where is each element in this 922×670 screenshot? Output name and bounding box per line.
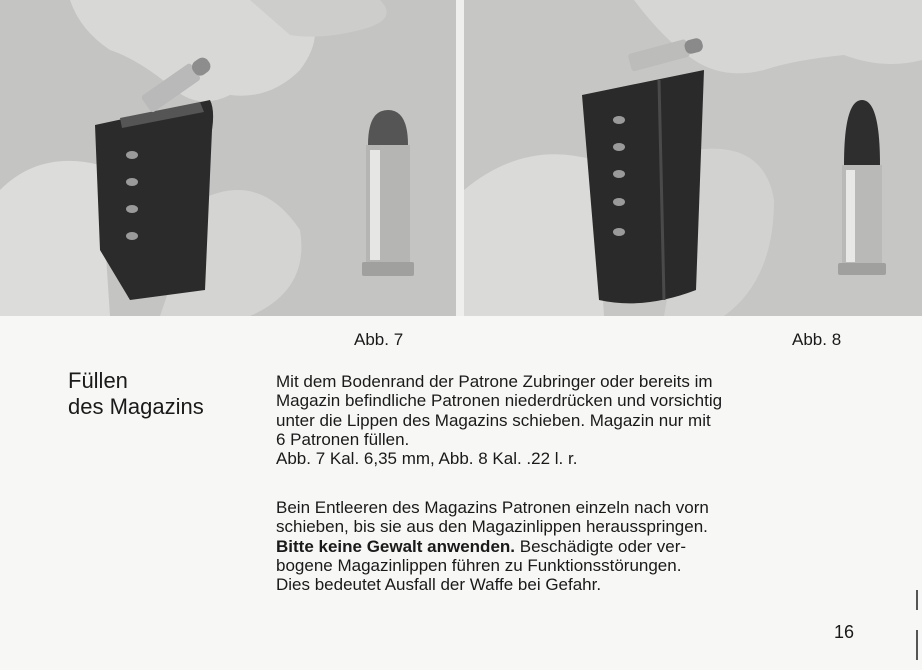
heading-line-1: Füllen — [68, 368, 128, 393]
paragraph-line: Mit dem Bodenrand der Patrone Zubringer oder bereits im — [276, 372, 713, 391]
figure-7-photo — [0, 0, 456, 316]
paragraph-line: Bein Entleeren des Magazins Patronen einzeln nach vorn — [276, 498, 709, 517]
figure-8-photo — [464, 0, 922, 316]
cartridge-6-35mm — [362, 110, 414, 276]
paragraph-line: Dies bedeutet Ausfall der Waffe bei Gefahr. — [276, 575, 602, 595]
paragraph-line: Magazin befindliche Patronen niederdrücken und vorsichtig — [276, 391, 723, 411]
paragraph-line: schieben, bis sie aus den Magazinlippen herausspringen. — [276, 517, 708, 537]
edge-mark — [916, 590, 918, 610]
magazine — [95, 100, 213, 300]
warning-text: Bitte keine Gewalt anwenden. — [276, 536, 516, 556]
paragraph-text: Beschädigte oder ver- — [515, 536, 687, 556]
paragraph-filling — [276, 372, 876, 468]
lower-hand — [464, 154, 604, 316]
paragraph-line: bogene Magazinlippen führen zu Funktionsstörungen. — [276, 555, 682, 575]
paragraph-emptying — [276, 498, 876, 594]
paragraph-line: 6 Patronen füllen. — [276, 429, 410, 449]
heading-line-2: des Magazins — [68, 394, 204, 419]
page-number: 16 — [834, 622, 855, 642]
paragraph-line: Abb. 7 Kal. 6,35 mm, Abb. 8 Kal. .22 l. r. — [276, 449, 578, 469]
figure-7-caption: Abb. 7 — [354, 330, 404, 349]
lower-hand — [0, 161, 110, 316]
figure-7-illustration — [0, 0, 456, 316]
photo-gap — [456, 0, 464, 316]
paragraph-line: unter die Lippen des Magazins schieben. Magazin nur mit — [276, 410, 711, 430]
section-heading — [68, 368, 258, 420]
paragraph-line-mixed — [276, 537, 876, 556]
figure-8-caption: Abb. 8 — [792, 330, 842, 349]
edge-mark — [916, 630, 918, 660]
figure-8-illustration — [464, 0, 922, 316]
magazine — [582, 70, 704, 303]
